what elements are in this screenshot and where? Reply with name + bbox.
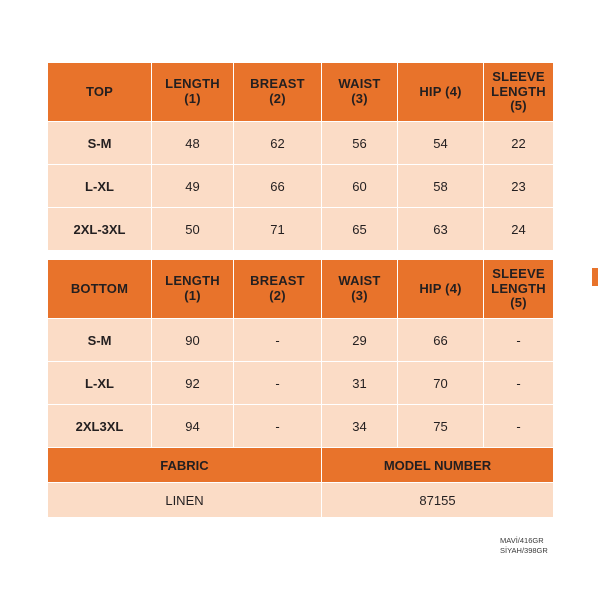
cell-value: 60 xyxy=(322,165,398,208)
header-line: LENGTH xyxy=(491,83,546,99)
cell-value: 65 xyxy=(322,208,398,251)
cell-value: 29 xyxy=(322,319,398,362)
row-label: L-XL xyxy=(48,362,152,405)
cell-value: - xyxy=(234,319,322,362)
header-cell-waist xyxy=(322,63,398,122)
cell-value: 94 xyxy=(152,405,234,448)
cell-value: 63 xyxy=(398,208,484,251)
table-row xyxy=(48,165,554,208)
header-line: LENGTH xyxy=(491,280,546,296)
table-row xyxy=(48,362,554,405)
cell-value: 24 xyxy=(484,208,554,251)
cell-value: 66 xyxy=(234,165,322,208)
header-cell-waist xyxy=(322,260,398,319)
cell-value: - xyxy=(484,362,554,405)
cell-value: 48 xyxy=(152,122,234,165)
header-cell-breast xyxy=(234,260,322,319)
product-code-line: SİYAH/398GR xyxy=(500,546,548,556)
row-label: 2XL3XL xyxy=(48,405,152,448)
header-cell-sleeve-length xyxy=(484,63,554,122)
footer-header-row xyxy=(48,448,554,483)
table-row xyxy=(48,319,554,362)
header-line: (1) xyxy=(184,288,201,303)
cell-value: - xyxy=(234,362,322,405)
table-header-row-bottom xyxy=(48,260,554,319)
cell-value: 66 xyxy=(398,319,484,362)
header-line: HIP (4) xyxy=(419,280,462,296)
cell-value: - xyxy=(484,405,554,448)
cell-value: 70 xyxy=(398,362,484,405)
row-label: 2XL-3XL xyxy=(48,208,152,251)
row-label: S-M xyxy=(48,319,152,362)
row-label: L-XL xyxy=(48,165,152,208)
cell-value: 54 xyxy=(398,122,484,165)
header-cell-length xyxy=(152,63,234,122)
cell-value: 71 xyxy=(234,208,322,251)
section-divider xyxy=(48,251,554,260)
cell-value: 56 xyxy=(322,122,398,165)
cell-value: 62 xyxy=(234,122,322,165)
table-row xyxy=(48,405,554,448)
header-cell-top xyxy=(48,63,152,122)
size-chart-table xyxy=(47,62,554,518)
header-line: BREAST xyxy=(250,76,305,92)
table-header-row-top xyxy=(48,63,554,122)
header-line: (5) xyxy=(510,295,527,311)
footer-value-fabric: LINEN xyxy=(48,483,322,518)
table-row xyxy=(48,208,554,251)
cell-value: 31 xyxy=(322,362,398,405)
header-line: BREAST xyxy=(250,273,305,289)
footer-value-row xyxy=(48,483,554,518)
header-line: TOP xyxy=(85,83,114,99)
header-line: (2) xyxy=(269,288,286,303)
footer-label-fabric: FABRIC xyxy=(48,448,322,483)
edge-color-marker xyxy=(592,268,598,286)
cell-value: 23 xyxy=(484,165,554,208)
header-line: WAIST xyxy=(338,76,381,92)
header-line: SLEEVE xyxy=(492,68,545,84)
header-line: BOTTOM xyxy=(70,280,129,296)
header-line: LENGTH xyxy=(165,273,220,289)
cell-value: - xyxy=(234,405,322,448)
header-line: (2) xyxy=(269,91,286,106)
cell-value: 34 xyxy=(322,405,398,448)
header-cell-bottom xyxy=(48,260,152,319)
table-row xyxy=(48,122,554,165)
cell-value: 58 xyxy=(398,165,484,208)
cell-value: - xyxy=(484,319,554,362)
cell-value: 75 xyxy=(398,405,484,448)
header-line: HIP (4) xyxy=(419,83,462,99)
header-cell-hip xyxy=(398,63,484,122)
cell-value: 92 xyxy=(152,362,234,405)
cell-value: 90 xyxy=(152,319,234,362)
header-line: (3) xyxy=(351,288,368,303)
header-cell-sleeve-length xyxy=(484,260,554,319)
cell-value: 50 xyxy=(152,208,234,251)
footer-value-model-number: 87155 xyxy=(322,483,554,518)
header-cell-breast xyxy=(234,63,322,122)
product-code-line: MAVİ/416GR xyxy=(500,536,544,545)
header-line: SLEEVE xyxy=(492,265,545,281)
footer-label-model-number: MODEL NUMBER xyxy=(322,448,554,483)
header-line: (1) xyxy=(184,91,201,106)
cell-value: 49 xyxy=(152,165,234,208)
header-cell-hip xyxy=(398,260,484,319)
header-line: (3) xyxy=(351,91,368,106)
header-line: WAIST xyxy=(338,273,381,289)
row-label: S-M xyxy=(48,122,152,165)
cell-value: 22 xyxy=(484,122,554,165)
header-line: (5) xyxy=(510,98,527,114)
product-codes xyxy=(500,536,580,556)
header-cell-length xyxy=(152,260,234,319)
header-line: LENGTH xyxy=(165,76,220,92)
